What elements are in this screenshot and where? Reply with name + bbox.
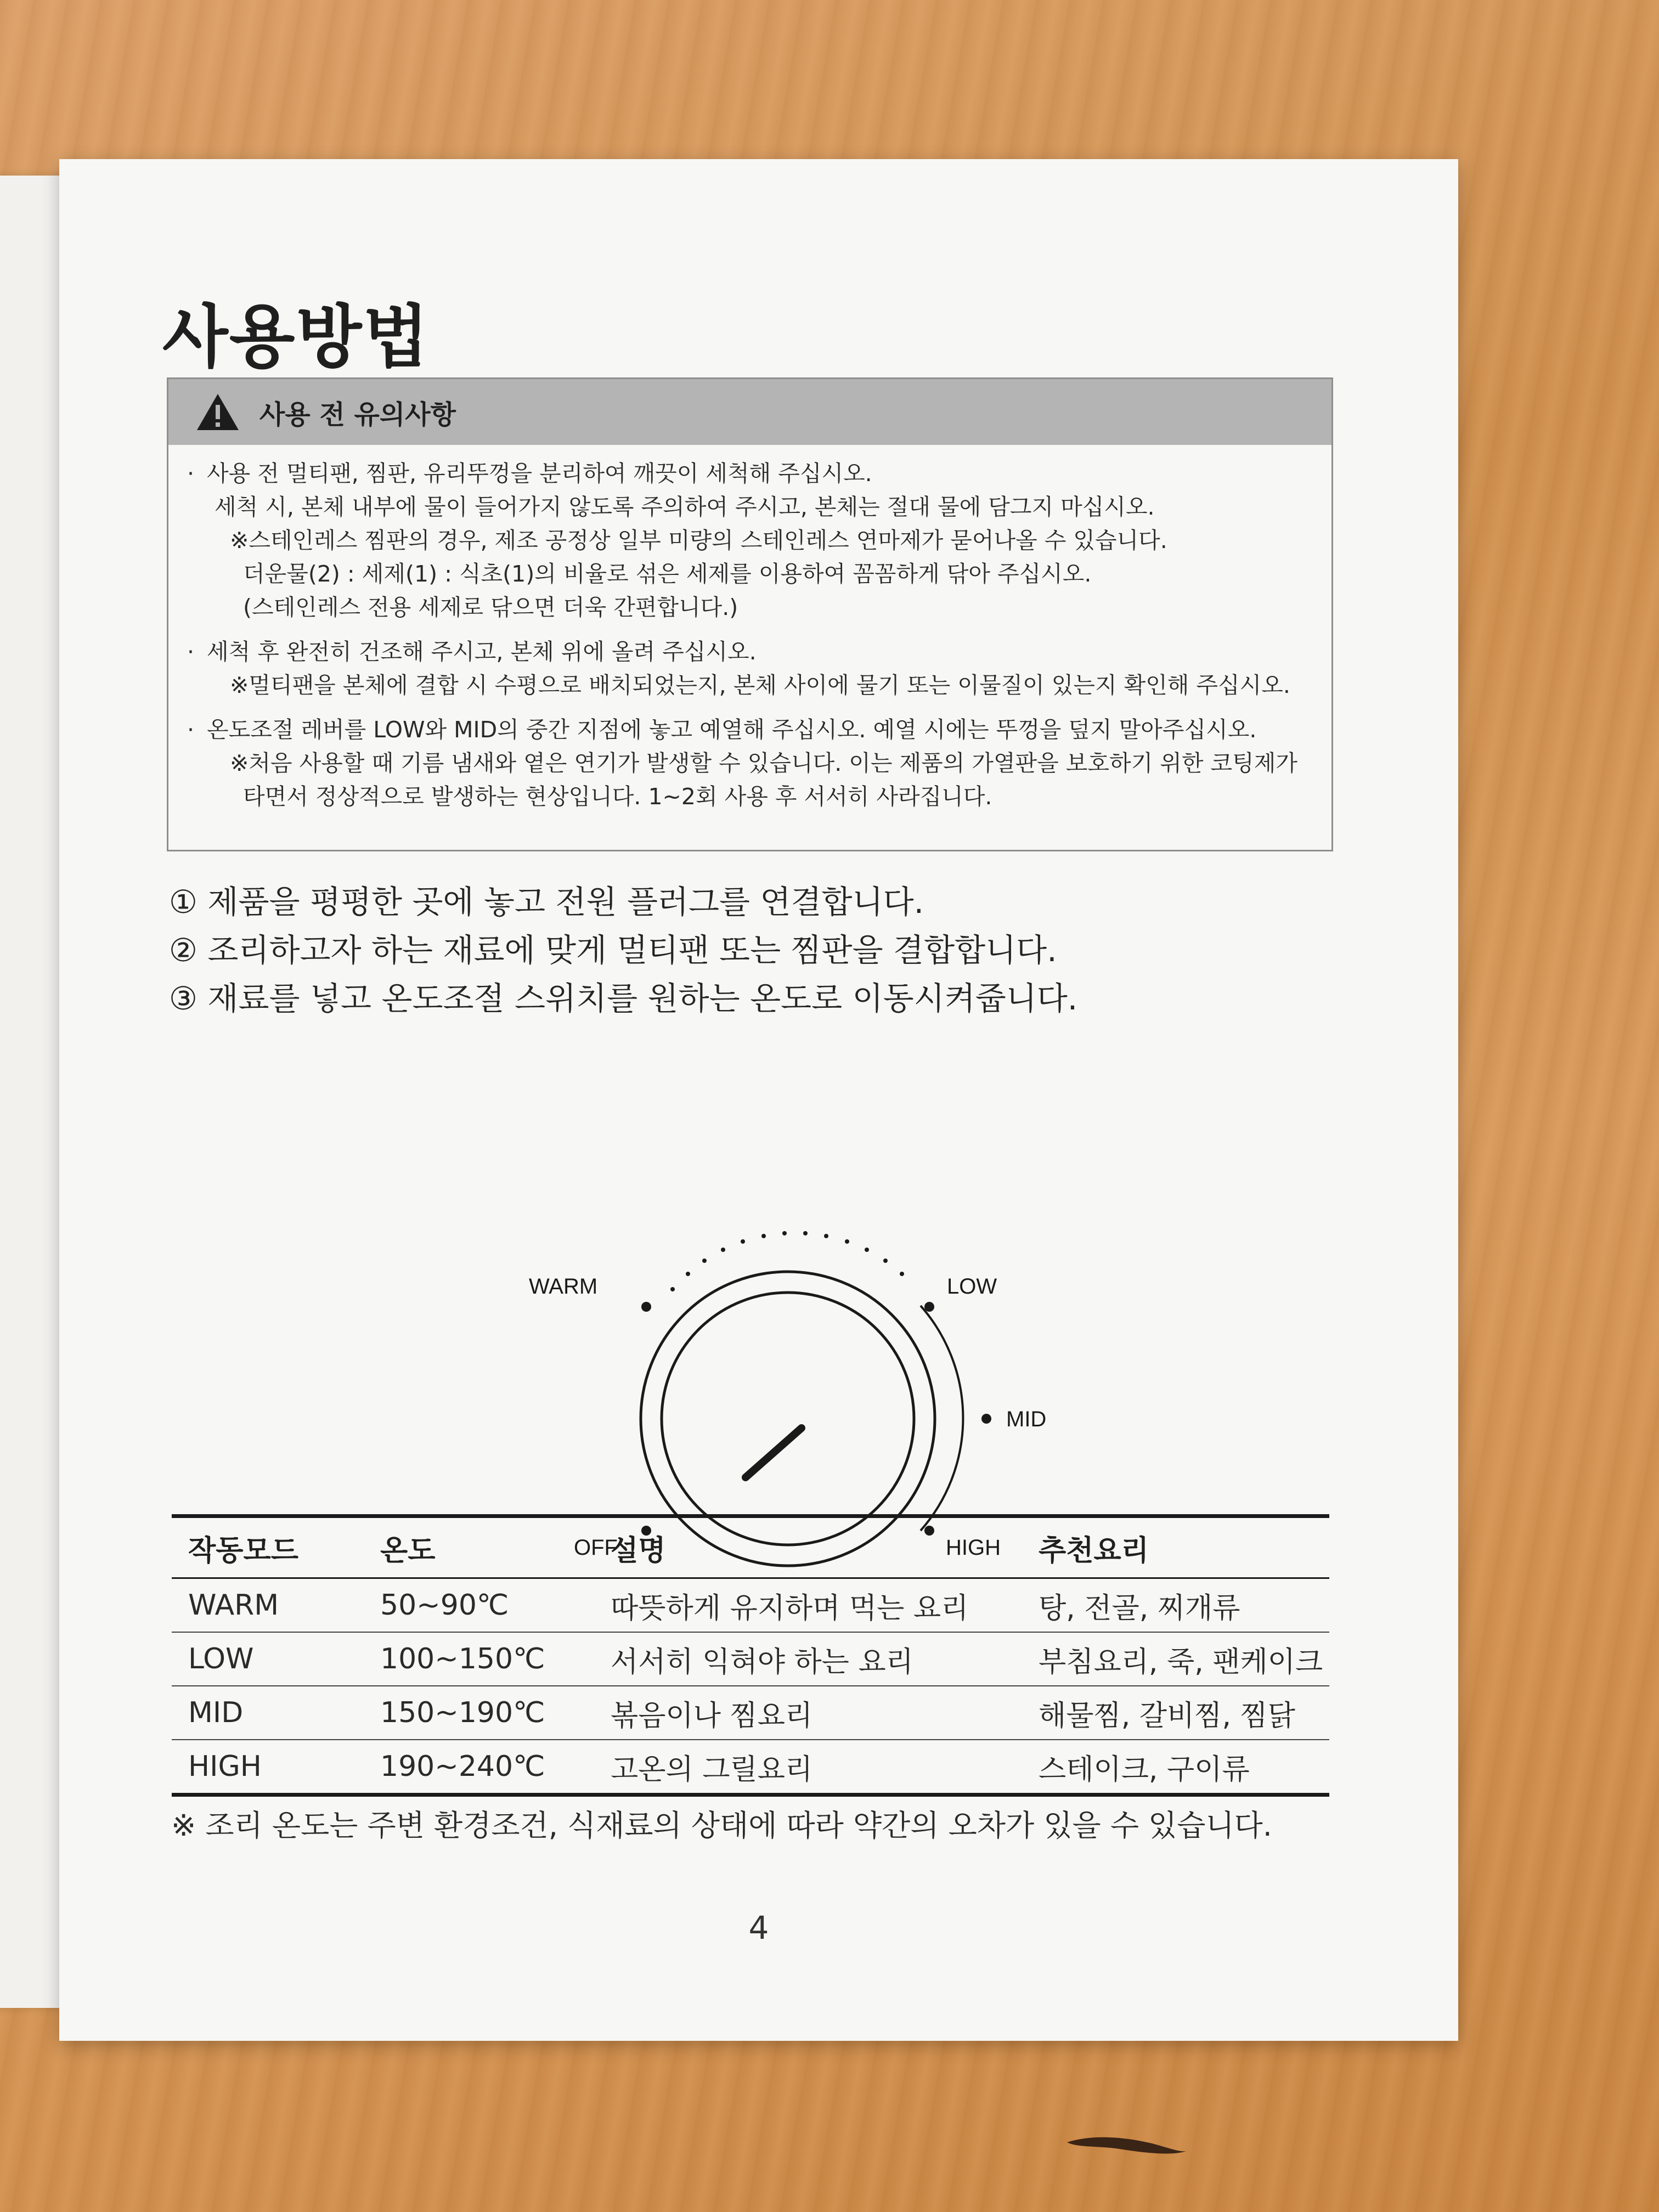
dial-label-warm: WARM [529, 1274, 598, 1299]
header-description: 설명 [611, 1534, 666, 1567]
table-row [172, 1632, 1329, 1686]
table-row [172, 1578, 1329, 1633]
dial-label-low: LOW [947, 1274, 997, 1299]
cell-description: 볶음이나 찜요리 [611, 1686, 1039, 1740]
usage-step: ② 조리하고자 하는 재료에 맞게 멀티팬 또는 찜판을 결합합니다. [169, 932, 1057, 969]
dial-heat-arc [921, 1306, 963, 1531]
usage-step: ③ 재료를 넣고 온도조절 스위치를 원하는 온도로 이동시켜줍니다. [169, 980, 1078, 1017]
bullet-dot: · [187, 716, 195, 743]
precaution-line: 세척 후 완전히 건조해 주시고, 본체 위에 올려 주십시오. [207, 639, 757, 665]
dial-marker-warm [641, 1302, 651, 1312]
precaution-body [168, 445, 1331, 814]
cell-temperature: 150~190℃ [380, 1686, 611, 1740]
cell-description: 고온의 그릴요리 [611, 1740, 1039, 1795]
dial-dotted-arc [670, 1231, 904, 1291]
bullet-dot: · [187, 460, 195, 487]
precaution-line: 더운물(2) : 세제(1) : 식초(1)의 비율로 섞은 세제를 이용하여 꼼꼼하게 닦아 주십시오. [243, 561, 1092, 587]
precaution-line: 세척 시, 본체 내부에 물이 들어가지 않도록 주의하여 주시고, 본체는 절대 물에 담그지 마십시오. [215, 494, 1155, 520]
cell-recommended-dish: 탕, 전골, 찌개류 [1039, 1578, 1329, 1633]
table-header-row [172, 1516, 1329, 1578]
warning-icon [196, 393, 240, 431]
cell-recommended-dish: 해물찜, 갈비찜, 찜닭 [1039, 1686, 1329, 1740]
table-row [172, 1740, 1329, 1795]
cell-mode: MID [172, 1686, 380, 1740]
cell-temperature: 50~90℃ [380, 1578, 611, 1633]
header-recommended-dish: 추천요리 [1039, 1534, 1149, 1567]
precaution-line: 타면서 정상적으로 발생하는 현상입니다. 1~2회 사용 후 서서히 사라집니다. [243, 783, 992, 810]
cell-recommended-dish: 스테이크, 구이류 [1039, 1740, 1329, 1795]
precaution-item [187, 713, 1315, 814]
precaution-line: 사용 전 멀티팬, 찜판, 유리뚜껑을 분리하여 깨끗이 세척해 주십시오. [207, 460, 872, 487]
page-number: 4 [748, 1909, 769, 1946]
header-mode: 작동모드 [188, 1534, 298, 1567]
precaution-line: ※처음 사용할 때 기름 냄새와 옅은 연기가 발생할 수 있습니다. 이는 제품의 가열판을 보호하기 위한 코팅제가 [230, 750, 1297, 776]
cell-mode: WARM [172, 1578, 380, 1633]
usage-step: ① 제품을 평평한 곳에 놓고 전원 플러그를 연결합니다. [169, 883, 924, 921]
bullet-dot: · [187, 639, 195, 665]
table-row [172, 1686, 1329, 1740]
precaution-line: 온도조절 레버를 LOW와 MID의 중간 지점에 놓고 예열해 주십시오. 예열 시에는 뚜껑을 덮지 말아주십시오. [207, 716, 1257, 743]
page-title: 사용방법 [162, 298, 430, 377]
cell-description: 따뜻하게 유지하며 먹는 요리 [611, 1578, 1039, 1633]
precaution-item [187, 457, 1315, 624]
cell-temperature: 100~150℃ [380, 1632, 611, 1686]
dial-marker-low [924, 1302, 934, 1312]
manual-page [59, 159, 1458, 2041]
cell-temperature: 190~240℃ [380, 1740, 611, 1795]
precaution-title: 사용 전 유의사항 [259, 399, 456, 430]
dial-pointer [746, 1428, 802, 1477]
cell-mode: LOW [172, 1632, 380, 1686]
table-ink-mark [1064, 2131, 1190, 2159]
cell-mode: HIGH [172, 1740, 380, 1795]
precaution-line: ※스테인레스 찜판의 경우, 제조 공정상 일부 미량의 스테인레스 연마제가 묻어나올 수 있습니다. [230, 527, 1167, 554]
precaution-line: (스테인레스 전용 세제로 닦으면 더욱 간편합니다.) [243, 594, 738, 620]
dial-marker-mid [981, 1414, 991, 1424]
dial-label-high: HIGH [946, 1536, 1001, 1560]
cell-description: 서서히 익혀야 하는 요리 [611, 1632, 1039, 1686]
cell-recommended-dish: 부침요리, 죽, 팬케이크 [1039, 1632, 1329, 1686]
precaution-box [167, 377, 1333, 851]
temperature-footnote: ※ 조리 온도는 주변 환경조건, 식재료의 상태에 따라 약간의 오차가 있을 수 있습니다. [171, 1808, 1272, 1843]
dial-label-mid: MID [1006, 1407, 1047, 1431]
mode-table [172, 1514, 1329, 1797]
precaution-line: ※멀티팬을 본체에 결합 시 수평으로 배치되었는지, 본체 사이에 물기 또는 이물질이 있는지 확인해 주십시오. [230, 672, 1290, 698]
adjacent-page-edge [0, 176, 61, 2008]
precaution-item [187, 635, 1315, 702]
usage-steps [169, 878, 1077, 1023]
dial-label-off: OFF [574, 1536, 618, 1560]
precaution-header [168, 379, 1331, 445]
header-temperature: 온도 [380, 1534, 436, 1567]
dial-inner-ring [662, 1293, 914, 1545]
